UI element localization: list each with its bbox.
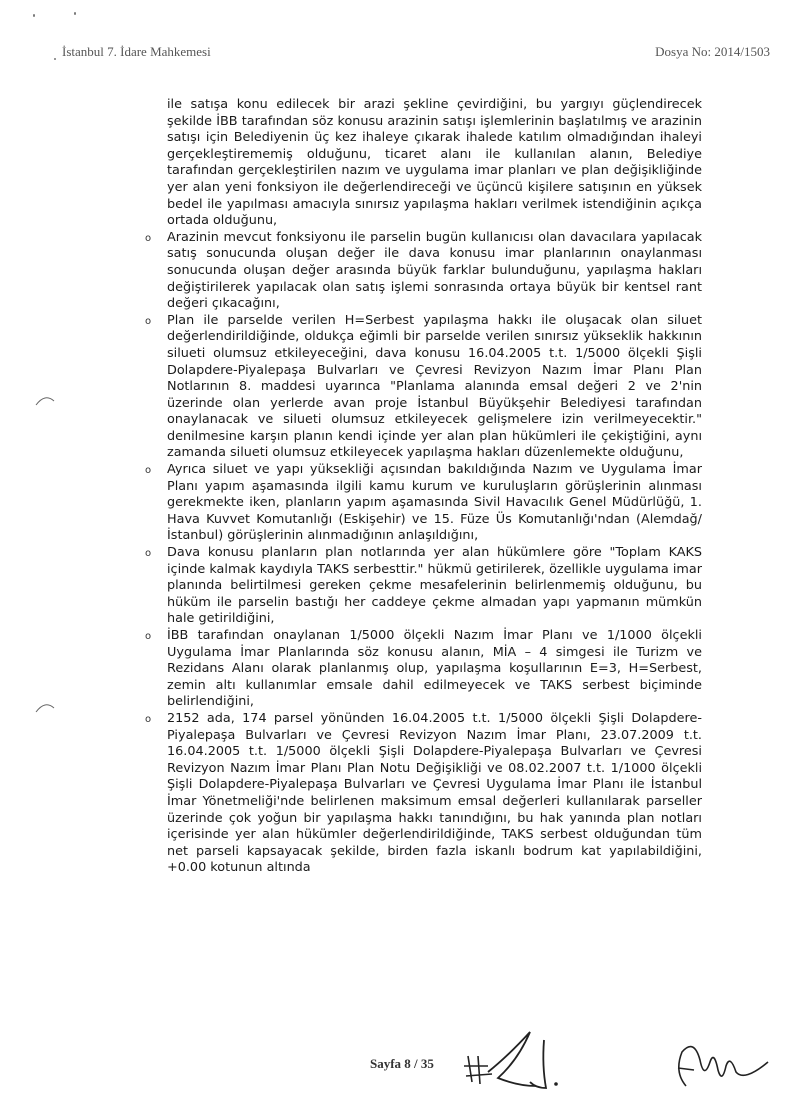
bullet-icon: o (145, 465, 152, 477)
list-item-text: Dava konusu planların plan notlarında yer alan hükümlere göre "Toplam KAKS içinde kalmak kaydıyla TAKS serbesttir." hükmü getirilerek, özellikle uygulama imar planında belirtilmesi gereken çekme mesafelerinin belirlenmemiş olduğunu, bu hüküm ile parselin bastığı her caddeye çekme almadan yapı yapmanın mümkün hale getirildiğini, (167, 545, 702, 627)
list-item-text: Ayrıca siluet ve yapı yüksekliği açısından bakıldığında Nazım ve Uygulama İmar Planı yapım aşamasında ilgili kamu kurum ve kuruluşların görüşlerinin alınması gerekmekte iken, planların yapım aşamasında Sivil Havacılık Genel Müdürlüğü, 1. Hava Kuvvet Komutanlığı (Eskişehir) ve 15. Füze Üs Komutanlığı'ndan (Alemdağ/İstanbul) görüşlerinin alınmadığının anlaşıldığını, (167, 462, 702, 544)
scan-speck (74, 12, 76, 15)
list-item (145, 312, 702, 462)
scan-speck (33, 14, 35, 17)
bullet-icon: o (145, 232, 152, 244)
list-item (145, 229, 702, 313)
list-item (145, 545, 702, 628)
list-item (145, 628, 702, 711)
bullet-icon: o (145, 548, 152, 560)
punch-mark (34, 393, 56, 407)
list-item-text: Plan ile parselde verilen H=Serbest yapılaşma hakkı ile oluşacak olan siluet değerlendirildiğinde, oldukça eğimli bir parselde verilen sınırsız yükseklik hakkının silueti olumsuz etkileyeceğini, dava konusu 16.04.2005 t.t. 1/5000 ölçekli Şişli Dolapdere-Piyalepaşa Bulvarları ve Çevresi Revizyon Nazım İmar Planı Plan Notlarının 8. maddesi uyarınca "Planlama alanında emsal değeri 2 ve 2'nin üzerinde olan yerlerde avan proje İstanbul Büyükşehir Belediyesi tarafından onaylanacak ve silueti olumsuz etkileyecek gelişmelere izin verilmeyecektir." denilmesine karşın planın kendi içinde yer alan plan hükümleri ile çekiştiğini, aynı zamanda silueti olumsuz etkileyecek yapılaşma hakları düzenlemekte olduğunu, (167, 312, 702, 461)
intro-paragraph: ile satışa konu edilecek bir arazi şekline çevirdiğini, bu yargıyı güçlendirecek şekilde İBB tarafından söz konusu arazinin satışı işlemlerinin başlatılmış ve arazinin satışı için Belediyenin üç kez ihaleye çıkarak ihalede katılım olmadığından ihaleyi gerçekleştirememiş olduğunu, ticaret alanı ile kullanılan alanın, Belediye tarafından gerçekleştirilen nazım ve uygulama imar planları ve plan değişikliğinde yer alan yeni fonksiyon ile değerlendireceği ve üçüncü kişilere satışının en yüksek bedel ile yapılması amacıyla sınırsız yapılaşma hakları verilmek istendiğinin açıkça ortada olduğunu, (167, 97, 702, 229)
punch-mark (34, 700, 56, 714)
list-item-text: 2152 ada, 174 parsel yönünden 16.04.2005 t.t. 1/5000 ölçekli Şişli Dolapdere-Piyalepaşa Bulvarları ve Çevresi Revizyon Nazım İmar Planı, 23.07.2009 t.t. 16.04.2005 t.t. 1/5000 ölçekli Şişli Dolapdere-Piyalepaşa Bulvarları ve Çevresi Revizyon Nazım İmar Planı Plan Notu Değişikliği ve 08.02.2007 t.t. 1/1000 ölçekli Şişli Dolapdere-Piyalepaşa Bulvarları ve Çevresi Uygulama İmar Planı ile İstanbul İmar Yönetmeliği'nde belirlenen maksimum emsal değerleri kullanılarak parseller üzerinde çok yoğun bir yapılaşma hakkı tanındığını, bu hak yanında plan notları içerisinde yer alan hükümler değerlendirildiğinde, TAKS serbest olduğundan tüm net parseli kapsayacak şekilde, birden fazla iskanlı bodrum kat yapılabildiğini, +0.00 kotunun altında (167, 710, 702, 876)
document-body (145, 97, 702, 877)
court-name: İstanbul 7. İdare Mahkemesi (62, 44, 211, 59)
scan-speck (54, 58, 56, 60)
signature-1 (458, 1026, 576, 1090)
signature-2 (664, 1032, 774, 1092)
list-item-text: İBB tarafından onaylanan 1/5000 ölçekli Nazım İmar Planı ve 1/1000 ölçekli Uygulama İmar Planlarında söz konusu alanın, MİA – 4 simgesi ile Turizm ve Rezidans Alanı olarak planlanmış olup, yapılaşma koşullarının E=3, H=Serbest, zemin altı kullanımlar emsale dahil edilmeyecek ve TAKS serbest biçiminde belirlendiğini, (167, 628, 702, 710)
bullet-icon: o (145, 631, 152, 642)
list-item-text: Arazinin mevcut fonksiyonu ile parselin bugün kullanıcısı olan davacılara yapılacak satış sonucunda oluşan değer ile dava konusu imar planlarının onaylanması sonucunda oluşan değer arasında büyük farklar bulunduğunu, yapılaşma hakları değiştirilerek yapılacak olan satış işlemi sonrasında ortaya büyük bir kentsel rant değeri çıkacağını, (167, 229, 702, 312)
bullet-icon: o (145, 315, 152, 327)
list-item (145, 462, 702, 545)
page-number: Sayfa 8 / 35 (370, 1056, 434, 1071)
list-item (145, 710, 702, 877)
file-number: Dosya No: 2014/1503 (655, 44, 770, 59)
bullet-icon: o (145, 713, 152, 725)
